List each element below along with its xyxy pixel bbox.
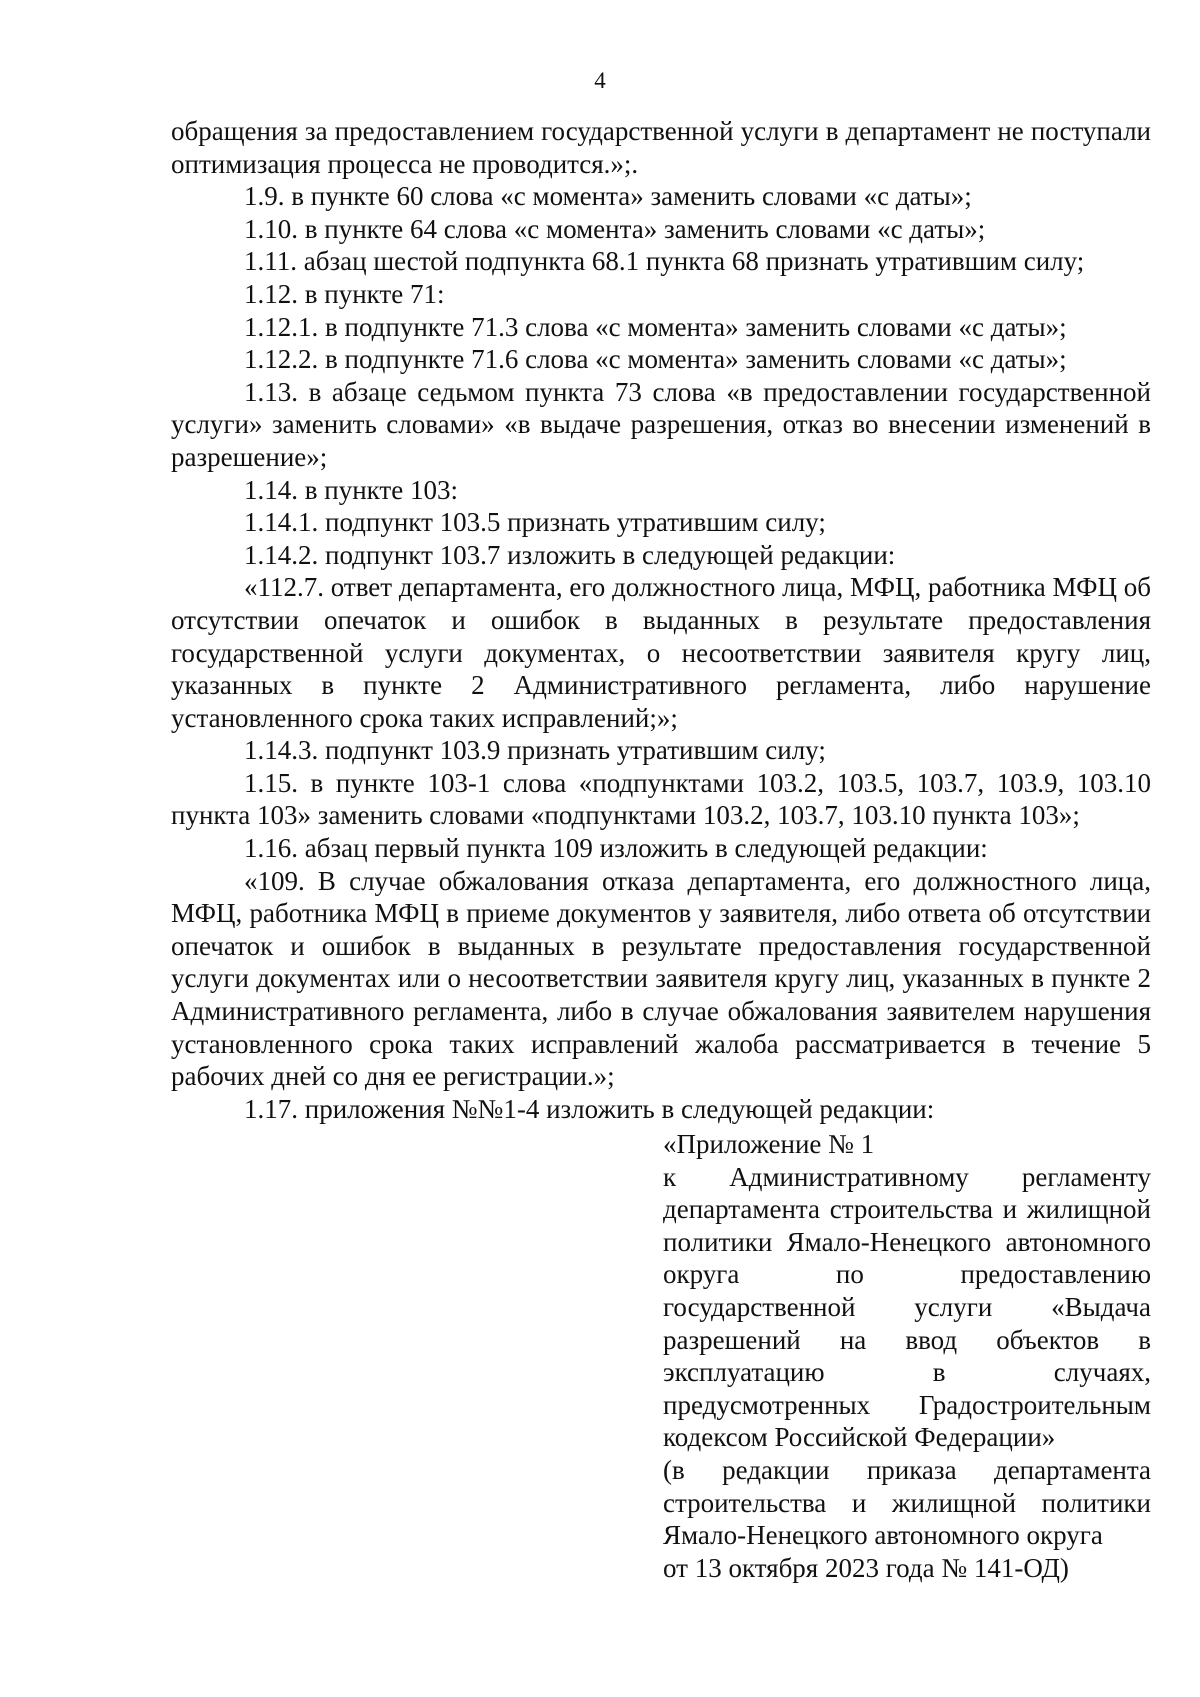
page-number: 4 xyxy=(594,68,606,93)
paragraph: 1.12.1. в подпункте 71.3 слова «с момента» заменить словами «с даты»; xyxy=(244,311,1067,342)
paragraph: 1.9. в пункте 60 слова «с момента» заменить словами «с даты»; xyxy=(244,181,972,212)
appendix-title: «Приложение № 1 xyxy=(663,1129,875,1159)
appendix-body: к Административному регламенту департамента строительства и жилищной политики Ямало-Ненецкого автономного округа по предоставлению государственной услуги «Выдача разрешений на ввод объектов в эксплуатацию в случаях, предусмотренных Градостроительным кодексом Российской Федерации» xyxy=(663,1161,1151,1453)
paragraph: 1.12. в пункте 71: xyxy=(244,278,445,309)
appendix-revision-date: от 13 октября 2023 года № 141-ОД) xyxy=(663,1552,1069,1583)
paragraph: обращения за предоставлением государственной услуги в департамент не поступали оптимизация процесса не проводится.»;. xyxy=(171,116,1151,179)
appendix-heading xyxy=(663,1128,1151,1584)
paragraph: 1.10. в пункте 64 слова «с момента» заменить словами «с даты»; xyxy=(244,213,986,244)
paragraph: 1.16. абзац первый пункта 109 изложить в следующей редакции: xyxy=(244,833,988,864)
appendix-revision: (в редакции приказа департамента строительства и жилищной политики Ямало-Ненецкого автономного округа xyxy=(663,1454,1151,1551)
paragraph: 1.13. в абзаце седьмом пункта 73 слова «в предоставлении государственной услуги» заменить словами» «в выдаче разрешения, отказ во внесении изменений в разрешение»; xyxy=(171,376,1151,472)
paragraph: 1.11. абзац шестой подпункта 68.1 пункта 68 признать утратившим силу; xyxy=(244,246,1085,277)
paragraph: 1.14. в пункте 103: xyxy=(244,474,458,505)
paragraph: «109. В случае обжалования отказа департамента, его должностного лица, МФЦ, работника МФЦ в приеме документов у заявителя, либо ответа об отсутствии опечаток и ошибок в выданных в результате предоставления государственной услуги документах или о несоответствии заявителя кругу лиц, указанных в пункте 2 Административного регламента, либо в случае обжалования заявителем нарушения установленного срока таких исправлений жалоба рассматривается в течение 5 рабочих дней со дня ее регистрации.»; xyxy=(171,865,1151,1092)
paragraph: 1.15. в пункте 103-1 слова «подпунктами 103.2, 103.5, 103.7, 103.9, 103.10 пункта 103» заменить словами «подпунктами 103.2, 103.7, 103.10 пункта 103»; xyxy=(171,767,1151,831)
paragraph: «112.7. ответ департамента, его должностного лица, МФЦ, работника МФЦ об отсутствии опечаток и ошибок в выданных в результате предоставления государственной услуги документах, о несоответствии заявителя кругу лиц, указанных в пункте 2 Административного регламента, либо нарушение установленного срока таких исправлений;»; xyxy=(171,572,1151,733)
paragraph: 1.14.1. подпункт 103.5 признать утратившим силу; xyxy=(244,507,826,538)
paragraph: 1.17. приложения №№1-4 изложить в следующей редакции: xyxy=(244,1093,935,1124)
paragraph: 1.12.2. в подпункте 71.6 слова «с момента» заменить словами «с даты»; xyxy=(244,344,1067,375)
paragraph: 1.14.2. подпункт 103.7 изложить в следующей редакции: xyxy=(244,539,896,570)
document-body xyxy=(171,115,1151,1125)
paragraph: 1.14.3. подпункт 103.9 признать утратившим силу; xyxy=(244,735,826,766)
